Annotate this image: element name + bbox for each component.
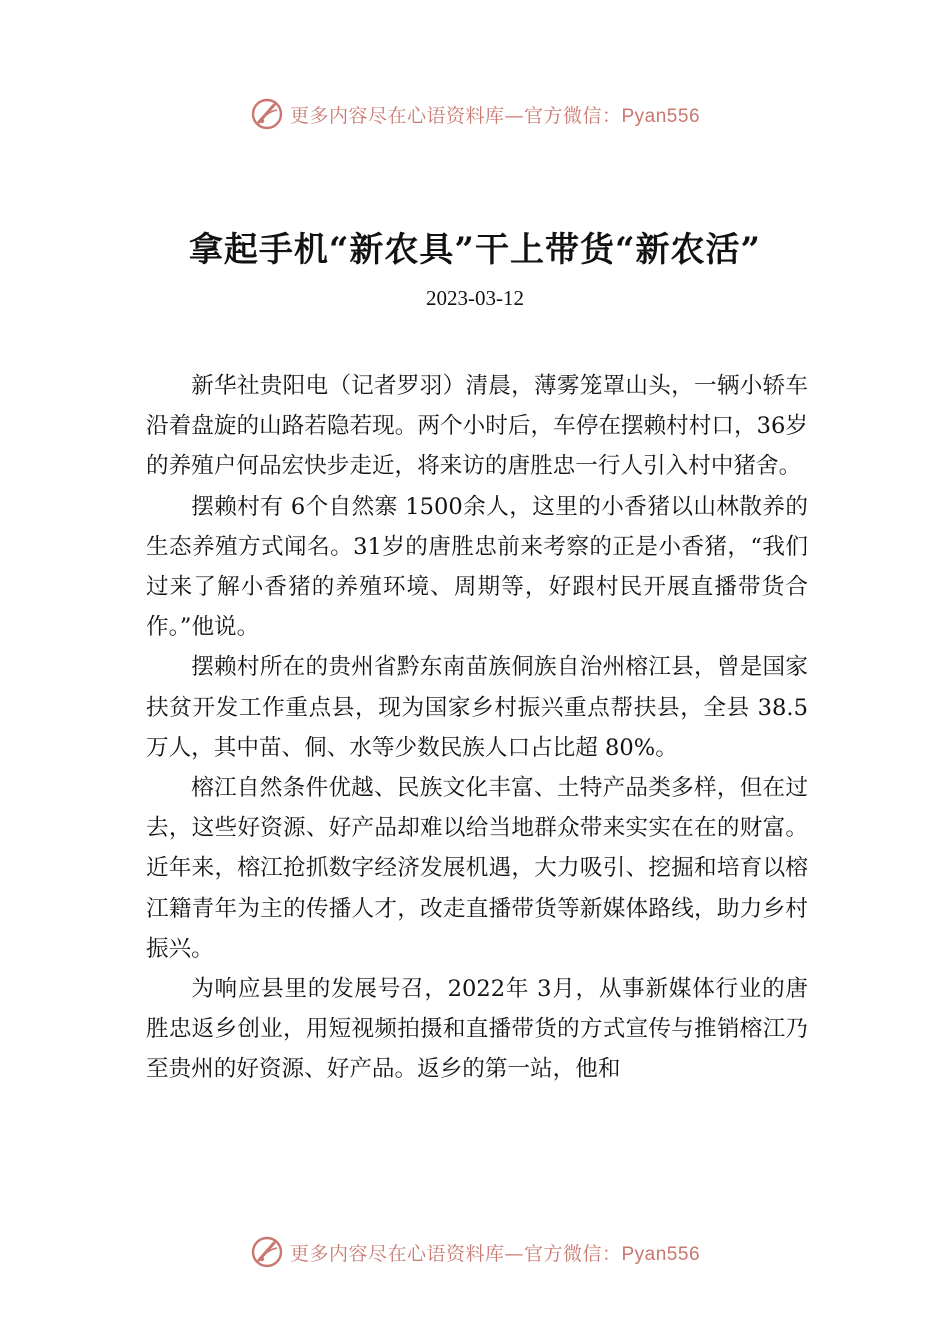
banner-wechat-id: Pyan556: [621, 1243, 701, 1265]
banner-text: [290, 1239, 700, 1266]
paragraph: 摆赖村所在的贵州省黔东南苗族侗族自治州榕江县，曾是国家扶贫开发工作重点县，现为国家乡村振兴重点帮扶县，全县 38.5万人，其中苗、侗、水等少数民族人口占比超 80%。: [146, 654, 808, 761]
paragraph: 榕江自然条件优越、民族文化丰富、土特产品类多样，但在过去，这些好资源、好产品却难以给当地群众带来实实在在的财富。近年来，榕江抢抓数字经济发展机遇，大力吸引、挖掘和培育以榕江籍青年为主的传播人才，改走直播带货等新媒体路线，助力乡村振兴。: [146, 775, 808, 962]
paragraph: 摆赖村有 6个自然寨 1500余人，这里的小香猪以山林散养的生态养殖方式闻名。31岁的唐胜忠前来考察的正是小香猪，“我们过来了解小香猪的养殖环境、周期等，好跟村民开展直播带货合作。”他说。: [146, 493, 808, 641]
footer-banner: [0, 1232, 950, 1272]
article-title: 拿起手机“新农具”干上带货“新农活”: [188, 230, 762, 270]
paragraph: 新华社贵阳电（记者罗羽）清晨，薄雾笼罩山头，一辆小轿车沿着盘旋的山路若隐若现。两个小时后，车停在摆赖村村口，36岁的养殖户何品宏快步走近，将来访的唐胜忠一行人引入村中猪舍。: [146, 373, 808, 480]
banner-text: [290, 101, 700, 128]
banner-text-cn: 更多内容尽在心语资料库—官方微信：: [289, 104, 622, 127]
banner-wechat-id: Pyan556: [621, 105, 701, 127]
article-body: [146, 366, 808, 1090]
article-date: 2023-03-12: [426, 286, 524, 310]
paragraph: 为响应县里的发展号召，2022年 3月，从事新媒体行业的唐胜忠返乡创业，用短视频拍摄和直播带货的方式宣传与推销榕江乃至贵州的好资源、好产品。返乡的第一站，他和: [146, 976, 808, 1083]
brush-circle-logo-icon: [250, 97, 284, 131]
brush-circle-logo-icon: [250, 1235, 284, 1269]
header-banner: [0, 94, 950, 134]
banner-text-cn: 更多内容尽在心语资料库—官方微信：: [289, 1242, 622, 1265]
